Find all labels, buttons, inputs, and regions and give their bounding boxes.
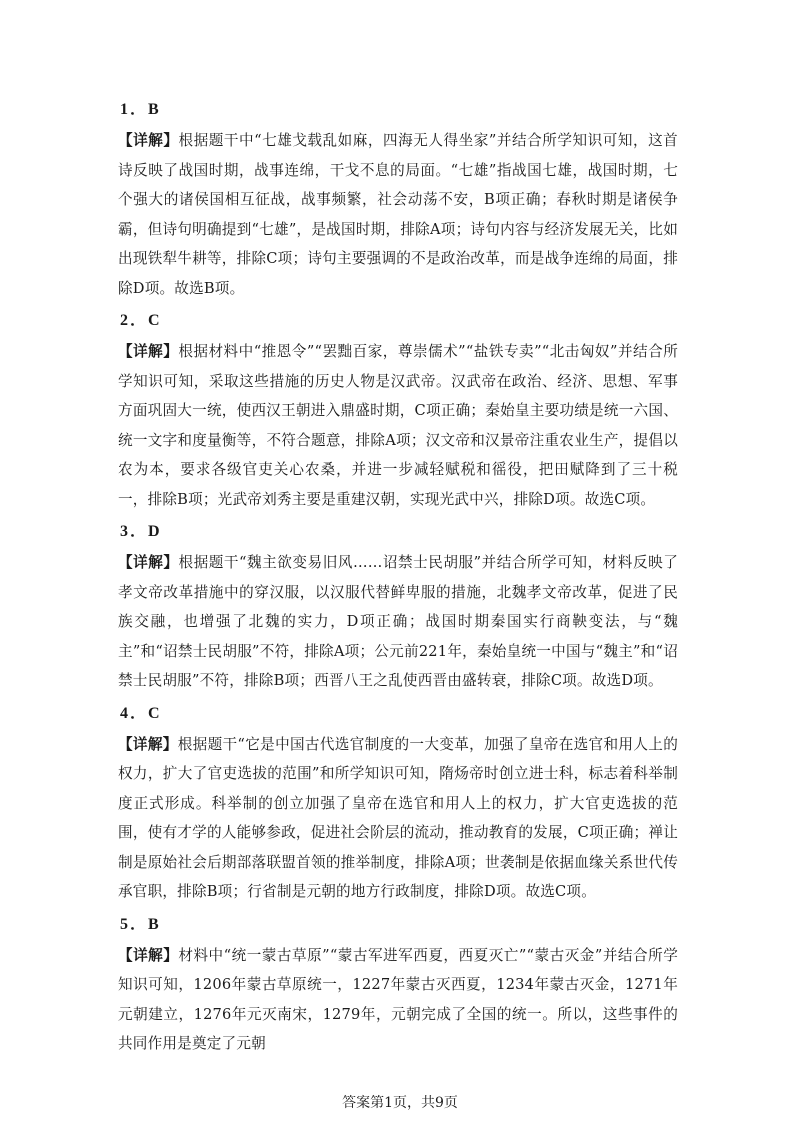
answer-number: 2．C — [120, 312, 162, 329]
explanation-text: 根据题干“魏主欲变易旧风……诏禁士民胡服”并结合所学可知，材料反映了孝文帝改革措施中的穿汉服，以汉服代替鲜卑服的措施，北魏孝文帝改革，促进了民族交融，也增强了北魏的实力，D项正确；战国时期秦国实行商鞅变法，与“魏主”和“诏禁士民胡服”不符，排除A项；公元前221年，秦始皇统一中国与“魏主”和“诏禁士民胡服”不符，排除B项；西晋八王之乱使西晋由盛转衰，排除C项。故选D项。 — [118, 554, 678, 689]
detail-tag: 【详解】 — [118, 946, 179, 964]
detail-tag: 【详解】 — [118, 343, 179, 360]
answer-item-1 — [118, 100, 678, 303]
answer-explanation — [118, 126, 678, 303]
detail-tag: 【详解】 — [118, 132, 179, 149]
answer-explanation — [118, 337, 678, 514]
answer-list — [118, 100, 678, 1067]
answer-item-3 — [118, 522, 678, 696]
answer-number: 3．D — [120, 523, 162, 540]
page-footer: 答案第1页，共9页 — [342, 1095, 458, 1111]
answer-number: 4．C — [120, 704, 162, 722]
answer-item-2 — [118, 311, 678, 514]
answer-explanation — [118, 730, 678, 907]
explanation-text: 根据题干“它是中国古代选官制度的一大变革，加强了皇帝在选官和用人上的权力，扩大了官吏选拔的范围”和所学知识可知，隋炀帝时创立进士科，标志着科举制度正式形成。科举制的创立加强了皇帝在选官和用人上的权力，扩大官吏选拔的范围，使有才学的人能够参政，促进社会阶层的流动，推动教育的发展，C项正确；禅让制是原始社会后期部落联盟首领的推举制度，排除A项；世袭制是依据血缘关系世代传承官职，排除B项；行省制是元朝的地方行政制度，排除D项。故选C项。 — [118, 735, 678, 900]
detail-tag: 【详解】 — [118, 554, 179, 571]
detail-tag: 【详解】 — [118, 735, 178, 753]
answer-number: 1．B — [120, 101, 161, 118]
answer-item-4 — [118, 704, 678, 907]
explanation-text: 材料中“统一蒙古草原”“蒙古军进军西夏，西夏灭亡”“蒙古灭金”并结合所学知识可知，1206年蒙古草原统一，1227年蒙古灭西夏，1234年蒙古灭金，1271年元朝建立，1276年元灭南宋，1279年，元朝完成了全国的统一。所以，这些事件的共同作用是奠定了元朝 — [118, 946, 678, 1052]
answer-number: 5．B — [120, 915, 161, 933]
answer-explanation — [118, 941, 678, 1059]
explanation-text: 根据题干中“七雄戈载乱如麻，四海无人得坐家”并结合所学知识可知，这首诗反映了战国时期，战事连绵，干戈不息的局面。“七雄”指战国七雄，战国时期，七个强大的诸侯国相互征战，战事频繁，社会动荡不安，B项正确；春秋时期是诸侯争霸，但诗句明确提到“七雄”，是战国时期，排除A项；诗句内容与经济发展无关，比如出现铁犁牛耕等，排除C项；诗句主要强调的不是政治改革，而是战争连绵的局面，排除D项。故选B项。 — [118, 132, 678, 297]
answer-item-5 — [118, 915, 678, 1059]
answer-explanation — [118, 548, 678, 696]
explanation-text: 根据材料中“推恩令”“罢黜百家，尊崇儒术”“盐铁专卖”“北击匈奴”并结合所学知识可知，采取这些措施的历史人物是汉武帝。汉武帝在政治、经济、思想、军事方面巩固大一统，使西汉王朝进入鼎盛时期，C项正确；秦始皇主要功绩是统一六国、统一文字和度量衡等，不符合题意，排除A项；汉文帝和汉景帝注重农业生产，提倡以农为本，要求各级官吏关心农桑，并进一步减轻赋税和徭役，把田赋降到了三十税一，排除B项；光武帝刘秀主要是重建汉朝，实现光武中兴，排除D项。故选C项。 — [118, 343, 678, 508]
